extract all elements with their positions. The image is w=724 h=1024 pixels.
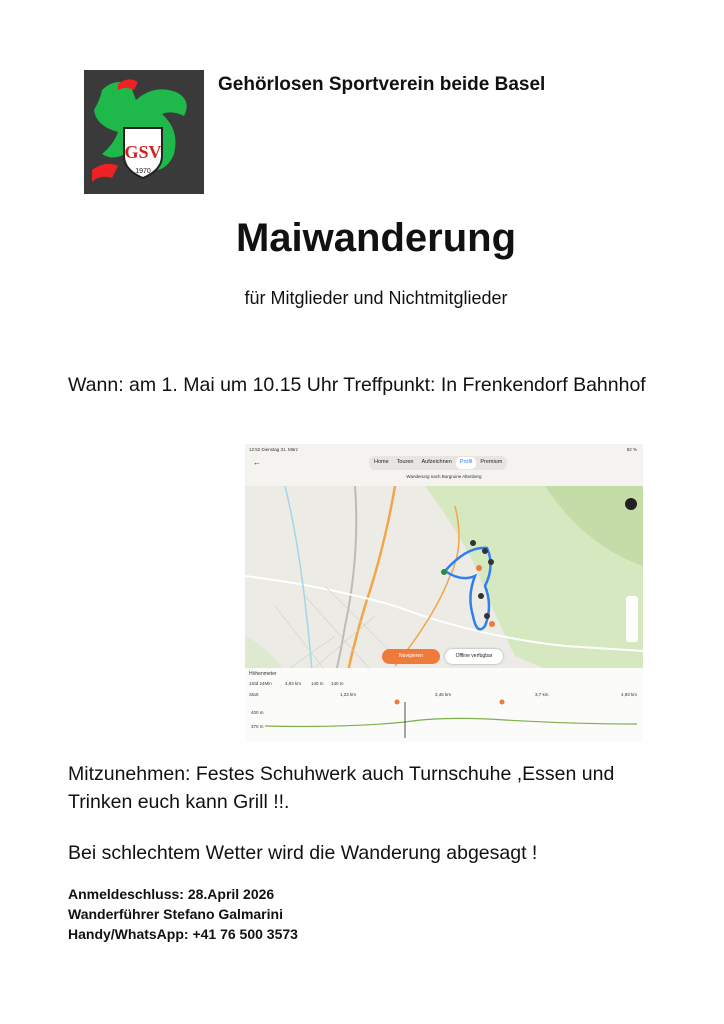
map-screenshot: [245, 444, 643, 742]
status-battery: 82 %: [626, 447, 637, 452]
stat-distance: 4,93 km: [285, 681, 302, 686]
km-tick: 1,23 km: [340, 692, 357, 697]
tab-home: Home: [374, 459, 389, 465]
km-tick: 3,7 km: [535, 692, 549, 697]
subtitle: für Mitglieder und Nichtmitglieder: [244, 288, 508, 308]
status-time: 12:52 Dienstag 31. März: [249, 447, 299, 452]
elevation-label: Höhenmeter: [249, 671, 277, 677]
stat-ascent: 140 m: [311, 681, 324, 686]
elev-tick: 400 m: [251, 710, 264, 715]
club-logo: [84, 70, 204, 194]
guide: Wanderführer Stefano Galmarini: [68, 906, 283, 922]
km-tick: 4,93 km: [621, 692, 638, 697]
tab-touren: Touren: [396, 459, 414, 465]
tab-premium: Premium: [480, 459, 503, 465]
tab-profil: Profil: [456, 457, 477, 469]
km-tick: Start: [249, 692, 259, 697]
when-text: Wann: am 1. Mai um 10.15 Uhr Treffpunkt: In Frenkendorf Bahnhof: [68, 374, 646, 396]
back-arrow-icon: ←: [253, 458, 261, 467]
deadline: Anmeldeschluss: 28.April 2026: [68, 886, 275, 902]
elev-tick: 370 m: [251, 724, 264, 729]
bring-text: Mitzunehmen: Festes Schuhwerk auch Turnschuhe ,Essen und Trinken euch kann Grill !!.: [68, 763, 615, 813]
route-title: Wanderung nach Burgruine Altenberg: [406, 474, 482, 479]
navigate-button: Navigieren: [382, 649, 440, 664]
stat-duration: 1Std 24Min: [249, 681, 272, 686]
elevation-chart: [245, 698, 643, 742]
app-tabs: [369, 456, 507, 470]
logo-year: 1970: [135, 168, 151, 175]
km-tick: 2,46 km: [435, 692, 452, 697]
offline-button: Offline verfügbar: [445, 649, 503, 664]
tab-aufzeichnen: Aufzeichnen: [421, 459, 452, 465]
logo-letters: GSV: [124, 142, 162, 162]
stat-descent: 140 m: [331, 681, 344, 686]
club-name: Gehörlosen Sportverein beide Basel: [218, 74, 546, 95]
weather-text: Bei schlechtem Wetter wird die Wanderung abgesagt !: [68, 842, 538, 864]
elevation-panel: [245, 668, 643, 742]
phone: Handy/WhatsApp: +41 76 500 3573: [68, 926, 298, 942]
footer-info: [68, 884, 298, 944]
page-title: Maiwanderung: [235, 216, 517, 260]
